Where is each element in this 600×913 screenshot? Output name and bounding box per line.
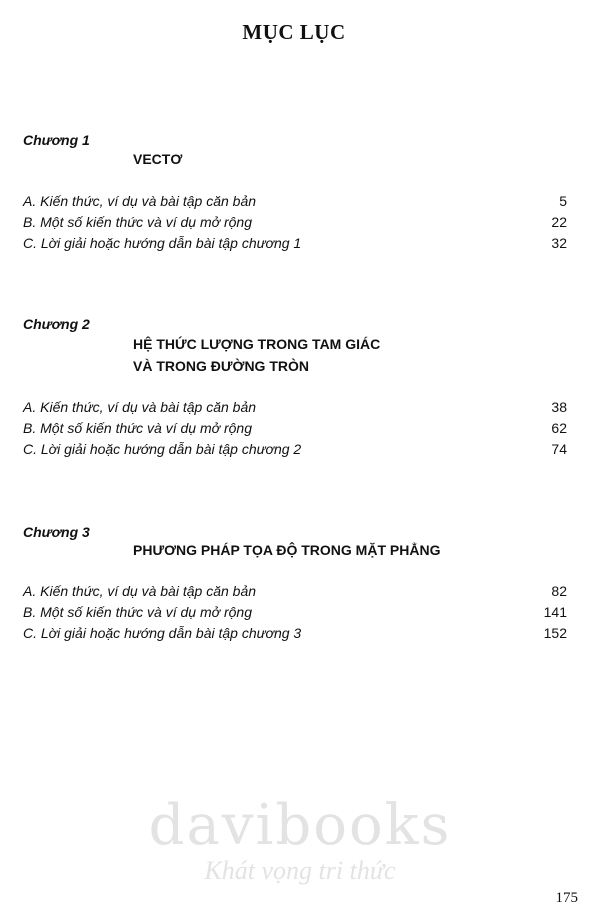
- toc-entry-page: 74: [551, 441, 567, 457]
- toc-entry-text: A. Kiến thức, ví dụ và bài tập căn bản: [23, 193, 257, 209]
- chapter-label: Chương 1: [23, 132, 90, 148]
- page-number: 175: [555, 890, 578, 906]
- toc-entry[interactable]: [23, 212, 567, 232]
- watermark-tagline: Khát vọng tri thức: [204, 856, 396, 885]
- toc-entry-text: C. Lời giải hoặc hướng dẫn bài tập chương 2: [23, 441, 302, 457]
- toc-entry[interactable]: [23, 602, 567, 622]
- chapter-title-line: PHƯƠNG PHÁP TỌA ĐỘ TRONG MẶT PHẲNG: [133, 542, 441, 558]
- toc-entry-page: 22: [551, 214, 567, 230]
- chapter-title-line: HỆ THỨC LƯỢNG TRONG TAM GIÁC: [133, 336, 381, 352]
- toc-entry-text: A. Kiến thức, ví dụ và bài tập căn bản: [23, 583, 257, 599]
- toc-entry-text: B. Một số kiến thức và ví dụ mở rộng: [23, 214, 252, 230]
- toc-entry[interactable]: [23, 191, 567, 211]
- toc-entry-page: 5: [559, 193, 567, 209]
- toc-entry-page: 82: [551, 583, 567, 599]
- chapter-title: [133, 539, 440, 561]
- toc-entry-text: A. Kiến thức, ví dụ và bài tập căn bản: [23, 399, 257, 415]
- watermark-brand: davibooks: [148, 793, 452, 858]
- toc-entry-text: C. Lời giải hoặc hướng dẫn bài tập chương 1: [23, 235, 302, 251]
- chapter-title-line: VECTƠ: [133, 151, 183, 167]
- chapter-title-line: VÀ TRONG ĐƯỜNG TRÒN: [133, 358, 309, 374]
- toc-entry[interactable]: [23, 439, 567, 459]
- chapter-label: Chương 2: [23, 316, 90, 332]
- toc-entry[interactable]: [23, 581, 567, 601]
- chapter-title: [133, 333, 380, 377]
- toc-entry-page: 38: [551, 399, 567, 415]
- toc-entry-text: B. Một số kiến thức và ví dụ mở rộng: [23, 420, 252, 436]
- toc-entry-page: 152: [543, 625, 567, 641]
- toc-entry[interactable]: [23, 397, 567, 417]
- chapter-label: Chương 3: [23, 524, 90, 540]
- toc-entry-page: 32: [551, 235, 567, 251]
- toc-entry[interactable]: [23, 418, 567, 438]
- page-title: MỤC LỤC: [242, 20, 346, 44]
- toc-entry-page: 62: [551, 420, 567, 436]
- toc-entry-text: C. Lời giải hoặc hướng dẫn bài tập chương 3: [23, 625, 302, 641]
- toc-entry[interactable]: [23, 233, 567, 253]
- toc-entry-page: 141: [543, 604, 567, 620]
- toc-entry[interactable]: [23, 623, 567, 643]
- chapter-title: [133, 148, 182, 170]
- toc-entry-text: B. Một số kiến thức và ví dụ mở rộng: [23, 604, 252, 620]
